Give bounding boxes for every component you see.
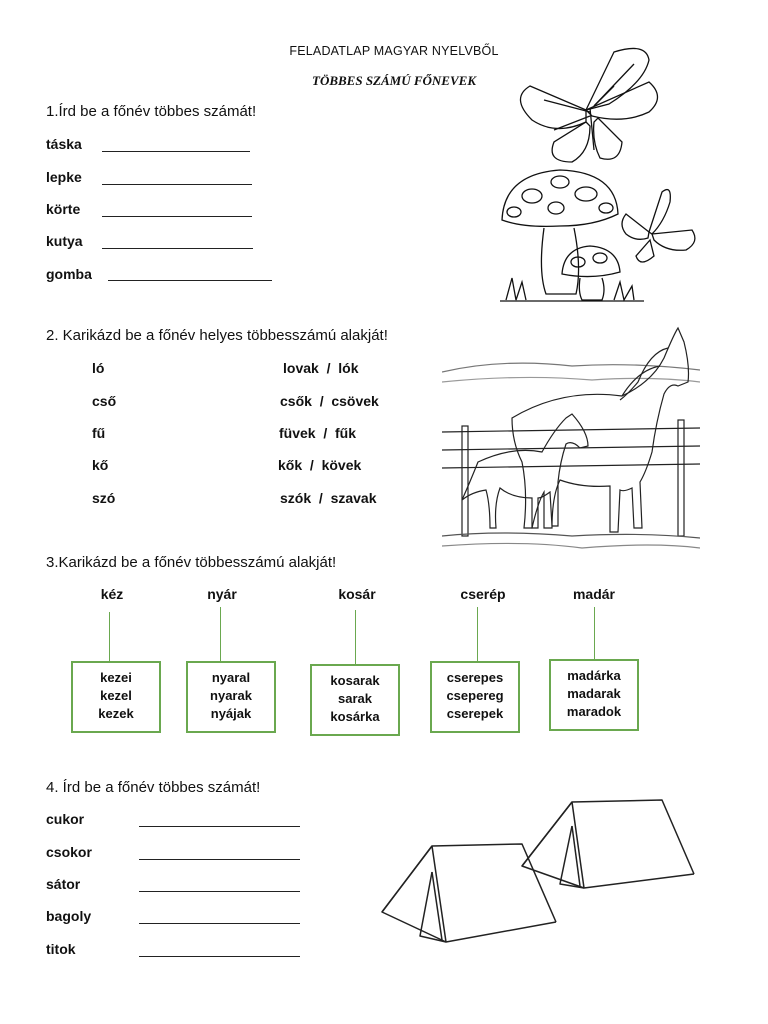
task3-option[interactable]: nyarak xyxy=(210,688,252,703)
task3-option[interactable]: cserepes xyxy=(446,670,504,685)
task3-option[interactable]: madarak xyxy=(567,686,621,701)
task3-word-2: nyár xyxy=(207,586,237,602)
task2-word-2: cső xyxy=(92,393,117,409)
task4-blank-2[interactable] xyxy=(139,845,300,860)
task3-options-4 xyxy=(430,661,520,733)
task4-word-4: bagoly xyxy=(46,908,92,924)
task4-word-1: cukor xyxy=(46,811,85,827)
task2-options-3[interactable]: füvek / fűk xyxy=(279,425,357,441)
task4-word-3: sátor xyxy=(46,876,81,892)
task3-option[interactable]: csepereg xyxy=(446,688,504,703)
task3-option[interactable]: kosárka xyxy=(330,709,380,724)
task2-options-4[interactable]: kők / kövek xyxy=(278,457,362,473)
task3-option[interactable]: madárka xyxy=(567,668,621,683)
task1-instruction: 1.Írd be a főnév többes számát! xyxy=(46,103,257,120)
task3-option[interactable]: kezek xyxy=(98,706,134,721)
task3-option[interactable]: cserepek xyxy=(446,706,504,721)
horse-foal-illustration xyxy=(442,322,700,558)
tents-illustration xyxy=(372,796,702,956)
task3-option[interactable]: kezei xyxy=(100,670,132,685)
task3-connector-1 xyxy=(109,612,110,662)
task3-option[interactable]: kosarak xyxy=(330,673,380,688)
task3-word-3: kosár xyxy=(338,586,376,602)
task1-blank-3[interactable] xyxy=(102,202,252,217)
task1-word-3: körte xyxy=(46,201,81,217)
task1-word-1: táska xyxy=(46,136,82,152)
task3-options-5 xyxy=(549,659,639,731)
task4-blank-4[interactable] xyxy=(139,909,300,924)
task3-option[interactable]: sarak xyxy=(338,691,372,706)
task1-blank-4[interactable] xyxy=(102,234,253,249)
task3-option[interactable]: kezel xyxy=(100,688,132,703)
task3-connector-4 xyxy=(477,607,478,662)
task1-word-4: kutya xyxy=(46,233,83,249)
task1-blank-2[interactable] xyxy=(102,170,252,185)
task3-connector-5 xyxy=(594,607,595,660)
task2-instruction: 2. Karikázd be a főnév helyes többesszámú alakját! xyxy=(46,327,388,344)
task2-word-4: kő xyxy=(92,457,109,473)
task1-word-2: lepke xyxy=(46,169,82,185)
task4-word-2: csokor xyxy=(46,844,92,860)
worksheet-title: FELADATLAP MAGYAR NYELVBŐL xyxy=(289,44,499,58)
task3-connector-3 xyxy=(355,610,356,665)
task3-word-4: cserép xyxy=(460,586,506,602)
task2-word-1: ló xyxy=(92,360,105,376)
task2-options-5[interactable]: szók / szavak xyxy=(280,490,377,506)
task3-option[interactable]: maradok xyxy=(566,704,622,719)
task3-option[interactable]: nyájak xyxy=(210,706,252,721)
task4-instruction: 4. Írd be a főnév többes számát! xyxy=(46,779,261,796)
task4-word-5: titok xyxy=(46,941,76,957)
task3-word-1: kéz xyxy=(100,586,124,602)
task2-options-2[interactable]: csők / csövek xyxy=(280,393,379,409)
task2-word-3: fű xyxy=(92,425,106,441)
task4-blank-1[interactable] xyxy=(139,812,300,827)
task1-blank-1[interactable] xyxy=(102,137,250,152)
task3-options-3 xyxy=(310,664,400,736)
worksheet-subtitle: TÖBBES SZÁMÚ FŐNEVEK xyxy=(312,73,476,88)
task3-word-5: madár xyxy=(572,586,616,602)
task3-options-1 xyxy=(71,661,161,733)
task4-blank-3[interactable] xyxy=(139,877,300,892)
task2-options-1[interactable]: lovak / lók xyxy=(283,360,359,376)
task3-instruction: 3.Karikázd be a főnév többesszámú alakját! xyxy=(46,554,337,571)
task2-word-5: szó xyxy=(92,490,116,506)
task4-blank-5[interactable] xyxy=(139,942,300,957)
task1-blank-5[interactable] xyxy=(108,266,272,281)
task1-word-5: gomba xyxy=(46,266,92,282)
butterfly-mushroom-illustration xyxy=(494,42,704,307)
task3-options-2 xyxy=(186,661,276,733)
task3-option[interactable]: nyaral xyxy=(211,670,251,685)
task3-connector-2 xyxy=(220,607,221,662)
